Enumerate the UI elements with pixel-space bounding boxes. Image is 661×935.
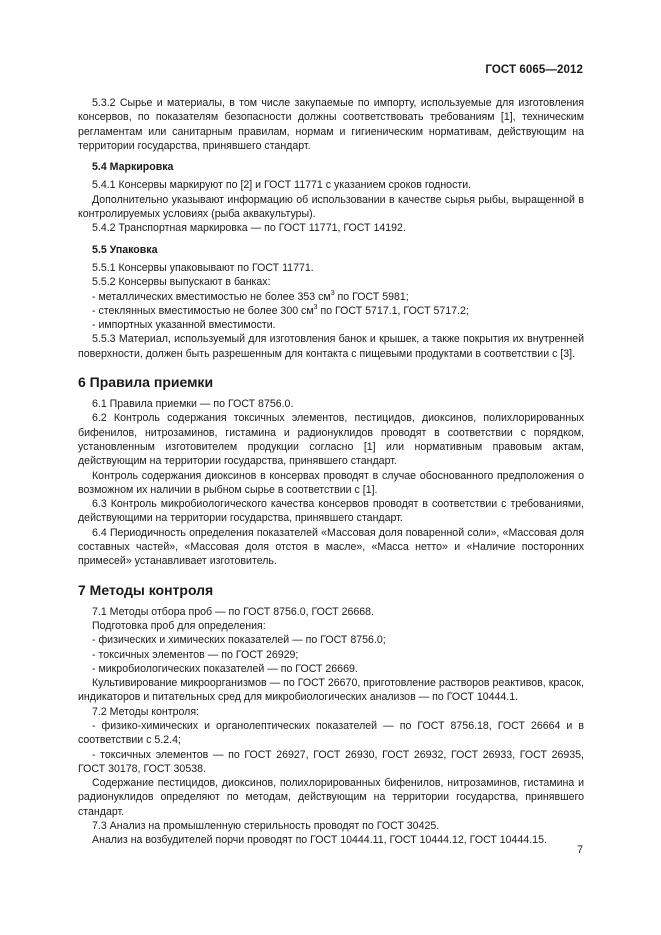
list-item-text: по ГОСТ 5717.1, ГОСТ 5717.2;	[317, 304, 469, 317]
clause-5-4-1: 5.4.1 Консервы маркируют по [2] и ГОСТ 11771 с указанием сроков годности.	[92, 179, 472, 192]
list-item-text: - металлических вместимостью не более 353 см	[92, 290, 331, 303]
section-5-4-heading: 5.4 Маркировка	[92, 161, 174, 174]
list-item-text: - стеклянных вместимостью не более 300 см	[92, 304, 314, 317]
clause-6-3: 6.3 Контроль микробиологического качества консервов проводят в соответствии с требованиями, действующими на территории государства, принявшего стандарт.	[78, 498, 584, 525]
clause-5-5-2: 5.5.2 Консервы выпускают в банках:	[92, 276, 271, 289]
section-6-heading: 6 Правила приемки	[78, 374, 214, 391]
document-header: ГОСТ 6065—2012	[485, 64, 583, 76]
clause-6-2: 6.2 Контроль содержания токсичных элементов, пестицидов, диоксинов, полихлорированных бифенилов, нитрозаминов, гистамина и радионуклидов проводят в соответствии с порядком, установленным изготовителем продукции согласно [1] или нормативным правовым актам, действующим на территории государства, принявшего стандарт.	[78, 412, 584, 468]
clause-6-2-extra: Контроль содержания диоксинов в консервах проводят в случае обоснованного предположения о возможном их наличии в рыбном сырье в соответствии с [1].	[78, 469, 584, 496]
clause-6-4: 6.4 Периодичность определения показателей «Массовая доля поваренной соли», «Массовая доля составных частей», «Массовая доля отстоя в масле», «Масса нетто» и «Наличие посторонних примесей» устанавливает изготовитель.	[78, 526, 584, 568]
clause-7-1-culture: Культивирование микроорганизмов — по ГОСТ 26670, приготовление растворов реактивов, красок, индикаторов и питательных сред для микробиологических анализов — по ГОСТ 10444.1.	[78, 677, 584, 704]
clause-5-5-1: 5.5.1 Консервы упаковывают по ГОСТ 11771.	[92, 261, 314, 274]
list-item-imported-cans: - импортных указанной вместимости.	[92, 319, 276, 332]
list-item-metal-cans	[78, 290, 584, 304]
section-7-heading: 7 Методы контроля	[78, 581, 214, 598]
clause-7-1: 7.1 Методы отбора проб — по ГОСТ 8756.0, ГОСТ 26668.	[92, 605, 375, 618]
list-item: - токсичных элементов — по ГОСТ 26929;	[92, 648, 299, 661]
section-5-5-heading: 5.5 Упаковка	[92, 243, 158, 256]
list-item: - физико-химических и органолептических показателей — по ГОСТ 8756.18, ГОСТ 26664 и в соответствии с 5.2.4;	[78, 719, 584, 747]
clause-7-2: 7.2 Методы контроля:	[92, 705, 200, 718]
clause-7-2-extra: Содержание пестицидов, диоксинов, полихлорированных бифенилов, нитрозаминов, гистамина и радионуклидов определяют по методам, действующим на территории государства, принявшего стандарт.	[78, 777, 584, 818]
clause-7-1-prep: Подготовка проб для определения:	[92, 619, 266, 632]
list-item: - микробиологических показателей — по ГОСТ 26669.	[92, 662, 358, 675]
clause-7-3: 7.3 Анализ на промышленную стерильность проводят по ГОСТ 30425.	[92, 820, 440, 833]
list-item-glass-cans	[78, 304, 584, 318]
clause-7-3-extra: Анализ на возбудителей порчи проводят по ГОСТ 10444.11, ГОСТ 10444.12, ГОСТ 10444.15.	[92, 834, 547, 847]
clause-5-5-3: 5.5.3 Материал, используемый для изготовления банок и крышек, а также покрытия их внутренней поверхности, должен быть разрешенным для контакта с пищевыми продуктами в соответствии с [3].	[78, 333, 584, 360]
clause-5-3-2: 5.3.2 Сырье и материалы, в том числе закупаемые по импорту, используемые для изготовления консервов, по показателям безопасности должны соответствовать требованиям [1], техническим регламентам или санитарным правилам, нормам и гигиеническим нормативам, действующим на территории государства, принявшего стандарт.	[78, 97, 584, 152]
clause-5-4-2: 5.4.2 Транспортная маркировка — по ГОСТ 11771, ГОСТ 14192.	[92, 222, 406, 235]
list-item: - физических и химических показателей — по ГОСТ 8756.0;	[92, 634, 386, 647]
superscript: 3	[313, 303, 318, 311]
list-item: - токсичных элементов — по ГОСТ 26927, ГОСТ 26930, ГОСТ 26932, ГОСТ 26933, ГОСТ 26935, ГОСТ 30178, ГОСТ 30538.	[78, 748, 584, 775]
document-body	[78, 96, 584, 848]
clause-5-4-1-extra: Дополнительно указывают информацию об использовании в качестве сырья рыбы, выращенной в контролируемых условиях (рыба аквакультуры).	[78, 193, 584, 221]
list-item-text: по ГОСТ 5981;	[334, 290, 409, 303]
superscript: 3	[330, 289, 335, 297]
clause-6-1: 6.1 Правила приемки — по ГОСТ 8756.0.	[92, 398, 294, 411]
page-number: 7	[577, 844, 583, 856]
